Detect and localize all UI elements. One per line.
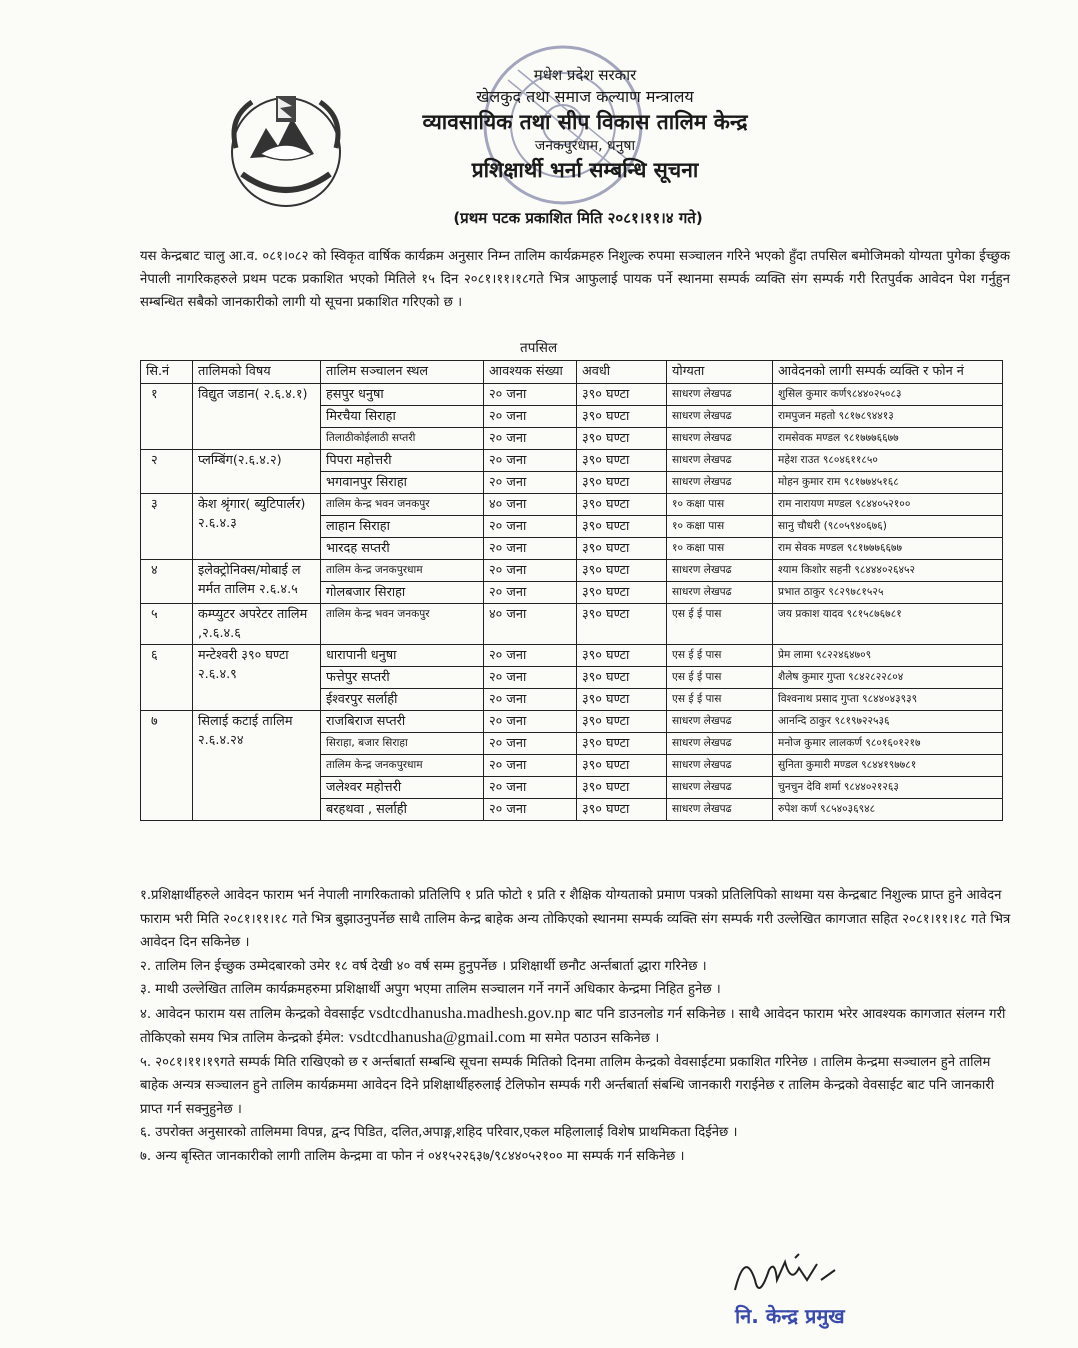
serial-number-cell: ४: [141, 560, 193, 604]
qualification-cell: साधरण लेखपढ: [667, 582, 773, 604]
qualification-cell: साधरण लेखपढ: [667, 450, 773, 472]
qualification-cell: साधरण लेखपढ: [667, 777, 773, 799]
venue-cell: पिपरा महोत्तरी: [321, 450, 484, 472]
duration-cell: ३९० घण्टा: [577, 711, 667, 733]
venue-cell: भगवानपुर सिराहा: [321, 472, 484, 494]
note-1: १.प्रशिक्षार्थीहरुले आवेदन फाराम भर्न नेपाली नागरिकताको प्रतिलिपि १ प्रति फोटो १ प्रति र शैक्षिक योग्यताको प्रमाण पत्रको प्रतिलिपिको साथमा यस केन्द्रबाट निशुल्क प्राप्त हुने आवेदन फाराम भरी मिति २०८१।११।१८ गते भित्र बुझाउनुपर्नेछ साथै तालिम केन्द्र बाहेक अन्य तोकिएको स्थानमा सम्पर्क व्यक्ति संग सम्पर्क गरी उल्लेखित कागजात सहित २०८१।११।१८ गते भित्र आवेदन दिन सकिनेछ ।: [140, 888, 1011, 950]
contact-cell: मनोज कुमार लालकर्ण ९८०१६०१२१७: [773, 733, 1003, 755]
note-4-text-b: बाट पनि डाउनलोड गर्न सकिनेछ । साथै आवेदन फाराम भरेर आवश्यक कागजात संलग्न गरी तोकिएको समय भित्र तालिम केन्द्रको ईमेल:: [140, 1006, 1006, 1046]
qualification-cell: साधरण लेखपढ: [667, 472, 773, 494]
email-link[interactable]: vsdtcdhanusha@gmail.com: [348, 1029, 526, 1046]
table-row: [141, 645, 1003, 667]
table-header-row: [141, 361, 1003, 384]
qualification-cell: साधरण लेखपढ: [667, 406, 773, 428]
count-cell: २० जना: [484, 560, 577, 582]
qualification-cell: एस ई ई पास: [667, 645, 773, 667]
count-cell: २० जना: [484, 711, 577, 733]
contact-cell: श्याम किशोर सहनी ९८४४४०२६४५२: [773, 560, 1003, 582]
venue-cell: बरहथवा , सर्लाही: [321, 799, 484, 821]
venue-cell: ईश्वरपुर सर्लाही: [321, 689, 484, 711]
note-3: ३. माथी उल्लेखित तालिम कार्यक्रमहरुमा प्रशिक्षार्थी अपुग भएमा तालिम सञ्चालन गर्ने नगर्ने अधिकार केन्द्रमा निहित हुनेछ ।: [140, 982, 721, 997]
duration-cell: ३९० घण्टा: [577, 428, 667, 450]
count-cell: २० जना: [484, 777, 577, 799]
handwritten-signature: [725, 1240, 845, 1310]
qualification-cell: १० कक्षा पास: [667, 516, 773, 538]
col-header: सि.नं: [141, 361, 193, 384]
venue-cell: हसपुर धनुषा: [321, 384, 484, 406]
note-5: ५. २०८१।११।१९गते सम्पर्क मिति राखिएको छ र अर्न्तबार्ता सम्बन्धि सूचना सम्पर्क मितिको दिनमा तालिम केन्द्रको वेवसाईटमा प्रकाशित गरिनेछ । तालिम केन्द्रमा सञ्चालन हुने तालिम बाहेक अन्यत्र सञ्चालन हुने तालिम कार्यक्रममा आवेदन दिने प्रशिक्षार्थीहरुलाई टेलिफोन सम्पर्क गरी अर्न्तबार्ता संबन्धि जानकारी गराईनेछ र तालिम केन्द्रको वेवसाईट बाट पनि जानकारी प्राप्त गर्न सक्नुहुनेछ ।: [140, 1054, 995, 1117]
duration-cell: ३९० घण्टा: [577, 777, 667, 799]
nepal-emblem-icon: [222, 88, 350, 210]
note-4-text-a: ४. आवेदन फाराम यस तालिम केन्द्रको वेवसाईट: [140, 1006, 365, 1022]
training-subject-cell: कम्प्युटर अपरेटर तालिम ,२.६.४.६: [193, 604, 321, 645]
letterhead: [370, 64, 800, 184]
government-name: मधेश प्रदेश सरकार: [533, 66, 637, 84]
duration-cell: ३९० घण्टा: [577, 755, 667, 777]
serial-number-cell: २: [141, 450, 193, 494]
duration-cell: ३९० घण्टा: [577, 604, 667, 645]
note-7: ७. अन्य बृस्तित जानकारीको लागी तालिम केन्द्रमा वा फोन नं ०४१५२२६३७/९८४४०५२१०० मा सम्पर्क गर्न सकिनेछ ।: [140, 1148, 685, 1164]
table-body: [141, 384, 1003, 821]
contact-cell: विश्वनाथ प्रसाद गुप्ता ९८४४०४३९३९: [773, 689, 1003, 711]
duration-cell: ३९० घण्टा: [577, 733, 667, 755]
venue-cell: तालिम केन्द्र भवन जनकपुर: [321, 604, 484, 645]
duration-cell: ३९० घण्टा: [577, 494, 667, 516]
contact-cell: शैलेष कुमार गुप्ता ९८४२८२२८०४: [773, 667, 1003, 689]
duration-cell: ३९० घण्टा: [577, 560, 667, 582]
notice-title: प्रशिक्षार्थी भर्ना सम्बन्धि सूचना: [471, 158, 699, 182]
note-4: [140, 1002, 1015, 1051]
count-cell: २० जना: [484, 384, 577, 406]
table-row: [141, 560, 1003, 582]
contact-cell: मोहन कुमार राम ९८१७७४५१६८: [773, 472, 1003, 494]
training-table: [140, 360, 1003, 821]
contact-cell: चुनचुन देवि शर्मा ९८४४०२१२६३: [773, 777, 1003, 799]
venue-cell: तालिम केन्द्र जनकपुरधाम: [321, 755, 484, 777]
col-header: योग्यता: [667, 361, 773, 384]
col-header: तालिमको विषय: [193, 361, 321, 384]
qualification-cell: साधरण लेखपढ: [667, 799, 773, 821]
office-address: जनकपुरधाम, धनुषा: [534, 138, 636, 154]
count-cell: २० जना: [484, 516, 577, 538]
note-2: २. तालिम लिन ईच्छुक उम्मेदबारको उमेर १८ वर्ष देखी ४० वर्ष सम्म हुनुपर्नेछ । प्रशिक्षार्थी छनौट अर्न्तबार्ता द्धारा गरिनेछ ।: [140, 958, 707, 974]
table-caption: तपसिल: [520, 340, 558, 356]
serial-number-cell: ३: [141, 494, 193, 560]
training-subject-cell: केश श्रृंगार( ब्युटिपार्लर) २.६.४.३: [193, 494, 321, 560]
contact-cell: जय प्रकाश यादव ९८१५८७६७८१: [773, 604, 1003, 645]
duration-cell: ३९० घण्टा: [577, 667, 667, 689]
contact-cell: सानु चौधरी (९८०५९४०६७६): [773, 516, 1003, 538]
venue-cell: फत्तेपुर सप्तरी: [321, 667, 484, 689]
qualification-cell: एस ई ई पास: [667, 667, 773, 689]
contact-cell: आनन्दि ठाकुर ९८१९७२२५३६: [773, 711, 1003, 733]
table-row: [141, 604, 1003, 645]
contact-cell: प्रेम लामा ९८२२४६४७०९: [773, 645, 1003, 667]
contact-cell: रामसेवक मण्डल ९८१७७७६६७७: [773, 428, 1003, 450]
note-6: ६. उपरोक्त अनुसारको तालिममा विपन्न, द्वन्द पिडित, दलित,अपाङ्ग,शहिद परिवार,एकल महिलालाई विशेष प्राथमिकता दिईनेछ ।: [140, 1125, 738, 1140]
duration-cell: ३९० घण्टा: [577, 384, 667, 406]
qualification-cell: १० कक्षा पास: [667, 494, 773, 516]
count-cell: २० जना: [484, 582, 577, 604]
count-cell: २० जना: [484, 450, 577, 472]
intro-paragraph: यस केन्द्रबाट चालु आ.व. ०८१।०८२ को स्विकृत वार्षिक कार्यक्रम अनुसार निम्न तालिम कार्यक्रमहरु निशुल्क रुपमा सञ्चालन गरिने भएको हुँदा तपसिल बमोजिमको योग्यता पुगेका ईच्छुक नेपाली नागरिकहरुले प्रथम पटक प्रकाशित भएको मितिले १५ दिन २०८१।११।१८गते भित्र आफुलाई पायक पर्ने स्थानमा सम्पर्क व्यक्ति संग सम्पर्क गरी रितपुर्वक आवेदन पेश गर्नुहुन सम्बन्धित सबैको जानकारीको लागी यो सूचना प्रकाशित गरिएको छ ।: [140, 249, 1010, 310]
training-subject-cell: इलेक्ट्रोनिक्स/मोबाई ल मर्मत तालिम २.६.४.५: [193, 560, 321, 604]
venue-cell: जलेश्वर महोत्तरी: [321, 777, 484, 799]
note-4-text-c: मा समेत पठाउन सकिनेछ ।: [529, 1031, 660, 1046]
qualification-cell: एस ई ई पास: [667, 604, 773, 645]
signatory-title: नि. केन्द्र प्रमुख: [735, 1304, 845, 1328]
table-row: [141, 450, 1003, 472]
count-cell: २० जना: [484, 538, 577, 560]
table-row: [141, 494, 1003, 516]
table-row: [141, 711, 1003, 733]
venue-cell: तालिम केन्द्र भवन जनकपुर: [321, 494, 484, 516]
qualification-cell: साधरण लेखपढ: [667, 733, 773, 755]
duration-cell: ३९० घण्टा: [577, 645, 667, 667]
venue-cell: भारदह सप्तरी: [321, 538, 484, 560]
venue-cell: गोलबजार सिराहा: [321, 582, 484, 604]
serial-number-cell: ५: [141, 604, 193, 645]
count-cell: २० जना: [484, 755, 577, 777]
qualification-cell: साधरण लेखपढ: [667, 384, 773, 406]
count-cell: २० जना: [484, 645, 577, 667]
count-cell: २० जना: [484, 799, 577, 821]
training-subject-cell: मन्टेश्वरी ३९० घण्टा २.६.४.९: [193, 645, 321, 711]
duration-cell: ३९० घण्टा: [577, 689, 667, 711]
contact-cell: रामपुजन महतो ९८१७८९४४१३: [773, 406, 1003, 428]
count-cell: २० जना: [484, 472, 577, 494]
duration-cell: ३९० घण्टा: [577, 472, 667, 494]
venue-cell: लाहान सिराहा: [321, 516, 484, 538]
duration-cell: ३९० घण्टा: [577, 406, 667, 428]
training-subject-cell: प्लम्बिंग(२.६.४.२): [193, 450, 321, 494]
duration-cell: ३९० घण्टा: [577, 799, 667, 821]
duration-cell: ३९० घण्टा: [577, 582, 667, 604]
contact-cell: राम नारायण मण्डल ९८४४०५२१००: [773, 494, 1003, 516]
col-header: अवधी: [577, 361, 667, 384]
qualification-cell: एस ई ई पास: [667, 689, 773, 711]
count-cell: २० जना: [484, 689, 577, 711]
venue-cell: धारापानी धनुषा: [321, 645, 484, 667]
qualification-cell: साधरण लेखपढ: [667, 711, 773, 733]
venue-cell: राजबिराज सप्तरी: [321, 711, 484, 733]
col-header: तालिम सञ्चालन स्थल: [321, 361, 484, 384]
ministry-name: खेलकुद तथा समाज कल्याण मन्त्रालय: [476, 87, 694, 106]
serial-number-cell: ७: [141, 711, 193, 821]
website-link[interactable]: vsdtcdhanusha.madhesh.gov.np: [368, 1004, 571, 1022]
duration-cell: ३९० घण्टा: [577, 450, 667, 472]
office-name: व्यावसायिक तथा सीप विकास तालिम केन्द्र: [422, 110, 748, 134]
contact-cell: महेश राउत ९८०४६११८५०: [773, 450, 1003, 472]
count-cell: २० जना: [484, 428, 577, 450]
contact-cell: रुपेश कर्ण ९८५४०३६९४८: [773, 799, 1003, 821]
qualification-cell: साधरण लेखपढ: [667, 560, 773, 582]
serial-number-cell: ६: [141, 645, 193, 711]
contact-cell: शुसिल कुमार कर्ण९८४४०२५०८३: [773, 384, 1003, 406]
col-header: आवेदनको लागी सम्पर्क व्यक्ति र फोन नं: [773, 361, 1003, 384]
contact-cell: राम सेवक मण्डल ९८१७७७६६७७: [773, 538, 1003, 560]
venue-cell: तालिम केन्द्र जनकपुरधाम: [321, 560, 484, 582]
table-row: [141, 384, 1003, 406]
training-subject-cell: विद्युत जडान( २.६.४.१): [193, 384, 321, 450]
publication-date: (प्रथम पटक प्रकाशित मिति २०८१।११।४ गते): [453, 209, 703, 227]
venue-cell: तिलाठीकोईलाठी सप्तरी: [321, 428, 484, 450]
duration-cell: ३९० घण्टा: [577, 516, 667, 538]
contact-cell: सुनिता कुमारी मण्डल ९८४४१९७७८१: [773, 755, 1003, 777]
contact-cell: प्रभात ठाकुर ९८२९७८१५२५: [773, 582, 1003, 604]
serial-number-cell: १: [141, 384, 193, 450]
venue-cell: मिरचैया सिराहा: [321, 406, 484, 428]
training-subject-cell: सिलाई कटाई तालिम २.६.४.२४: [193, 711, 321, 821]
notes-section: [140, 884, 1015, 1168]
count-cell: २० जना: [484, 733, 577, 755]
qualification-cell: १० कक्षा पास: [667, 538, 773, 560]
venue-cell: सिराहा, बजार सिराहा: [321, 733, 484, 755]
count-cell: ४० जना: [484, 494, 577, 516]
qualification-cell: साधरण लेखपढ: [667, 428, 773, 450]
count-cell: २० जना: [484, 406, 577, 428]
qualification-cell: साधरण लेखपढ: [667, 755, 773, 777]
duration-cell: ३९० घण्टा: [577, 538, 667, 560]
count-cell: ४० जना: [484, 604, 577, 645]
count-cell: २० जना: [484, 667, 577, 689]
col-header: आवश्यक संख्या: [484, 361, 577, 384]
